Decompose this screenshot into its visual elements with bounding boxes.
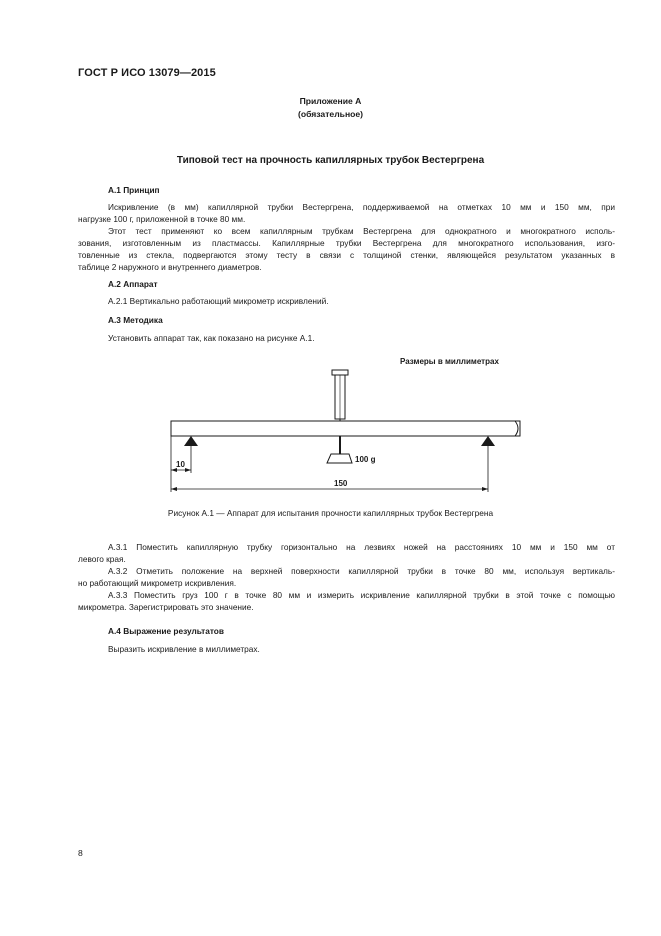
a1-paragraph1-line1: Искривление (в мм) капиллярной трубки Вестергрена, поддерживаемой на отметках 10 мм и 150 мм, при [108, 202, 615, 212]
dimension-150 [171, 479, 488, 491]
a2-paragraph1: А.2.1 Вертикально работающий микрометр искривлений. [108, 296, 329, 306]
micrometer-icon [332, 370, 348, 421]
weight-label: 100 g [355, 455, 376, 464]
document-header: ГОСТ Р ИСО 13079—2015 [78, 67, 216, 79]
dims-note: Размеры в миллиметрах [400, 357, 499, 366]
a1-paragraph2-line2: зования, изготовленным из пластмассы. Капиллярные трубки Вестергрена для многократного использования, изго- [78, 238, 615, 248]
annex-type: (обязательное) [297, 109, 364, 119]
figure-caption: Рисунок А.1 — Аппарат для испытания прочности капиллярных трубок Вестергрена [167, 508, 494, 518]
a3-step3-line1: А.3.3 Поместить груз 100 г в точке 80 мм и измерить искривление капиллярной трубки в этой точке с помощью [108, 590, 615, 600]
a1-paragraph1-line2: нагрузке 100 г, приложенной в точке 80 мм. [78, 214, 246, 224]
section-a2-heading: А.2 Аппарат [108, 279, 158, 289]
section-a3-heading: А.3 Методика [108, 315, 163, 325]
capillary-tube [171, 421, 520, 436]
a4-paragraph1: Выразить искривление в миллиметрах. [108, 644, 260, 654]
dimension-10-label: 10 [176, 460, 185, 469]
a3-step3-line2: микрометра. Зарегистрировать это значение. [78, 602, 254, 612]
a1-paragraph2-line3: товленные из стекла, подвергаются этому тесту в связи с толщиной стенки, являющейся результатом указанных в [78, 250, 615, 260]
left-knife-support [184, 436, 198, 446]
a3-step2-line2: но работающий микрометр искривления. [78, 578, 237, 588]
page-title: Типовой тест на прочность капиллярных трубок Вестергрена [176, 155, 485, 166]
a1-paragraph2-line1: Этот тест применяют ко всем капиллярным трубкам Вестергрена для однократного и многократного исполь- [108, 226, 615, 236]
figure-a1-diagram [0, 350, 661, 500]
dimension-10 [171, 460, 191, 472]
a3-step2-line1: А.3.2 Отметить положение на верхней поверхности капиллярной трубки в точке 80 мм, используя вертикаль- [108, 566, 615, 576]
section-a4-heading: А.4 Выражение результатов [108, 626, 224, 636]
a3-step1-line1: А.3.1 Поместить капиллярную трубку горизонтально на лезвиях ножей на расстояниях 10 мм и 150 мм от [108, 542, 615, 552]
a3-paragraph1: Установить аппарат так, как показано на рисунке А.1. [108, 333, 315, 343]
dimension-150-label: 150 [334, 479, 348, 488]
weight-icon [327, 454, 352, 463]
right-knife-support [481, 436, 495, 446]
annex-label: Приложение А [299, 96, 362, 106]
a3-step1-line2: левого края. [78, 554, 126, 564]
section-a1-heading: А.1 Принцип [108, 185, 160, 195]
a1-paragraph2-line4: таблице 2 наружного и внутреннего диаметров. [78, 262, 262, 272]
page-number: 8 [78, 848, 83, 858]
